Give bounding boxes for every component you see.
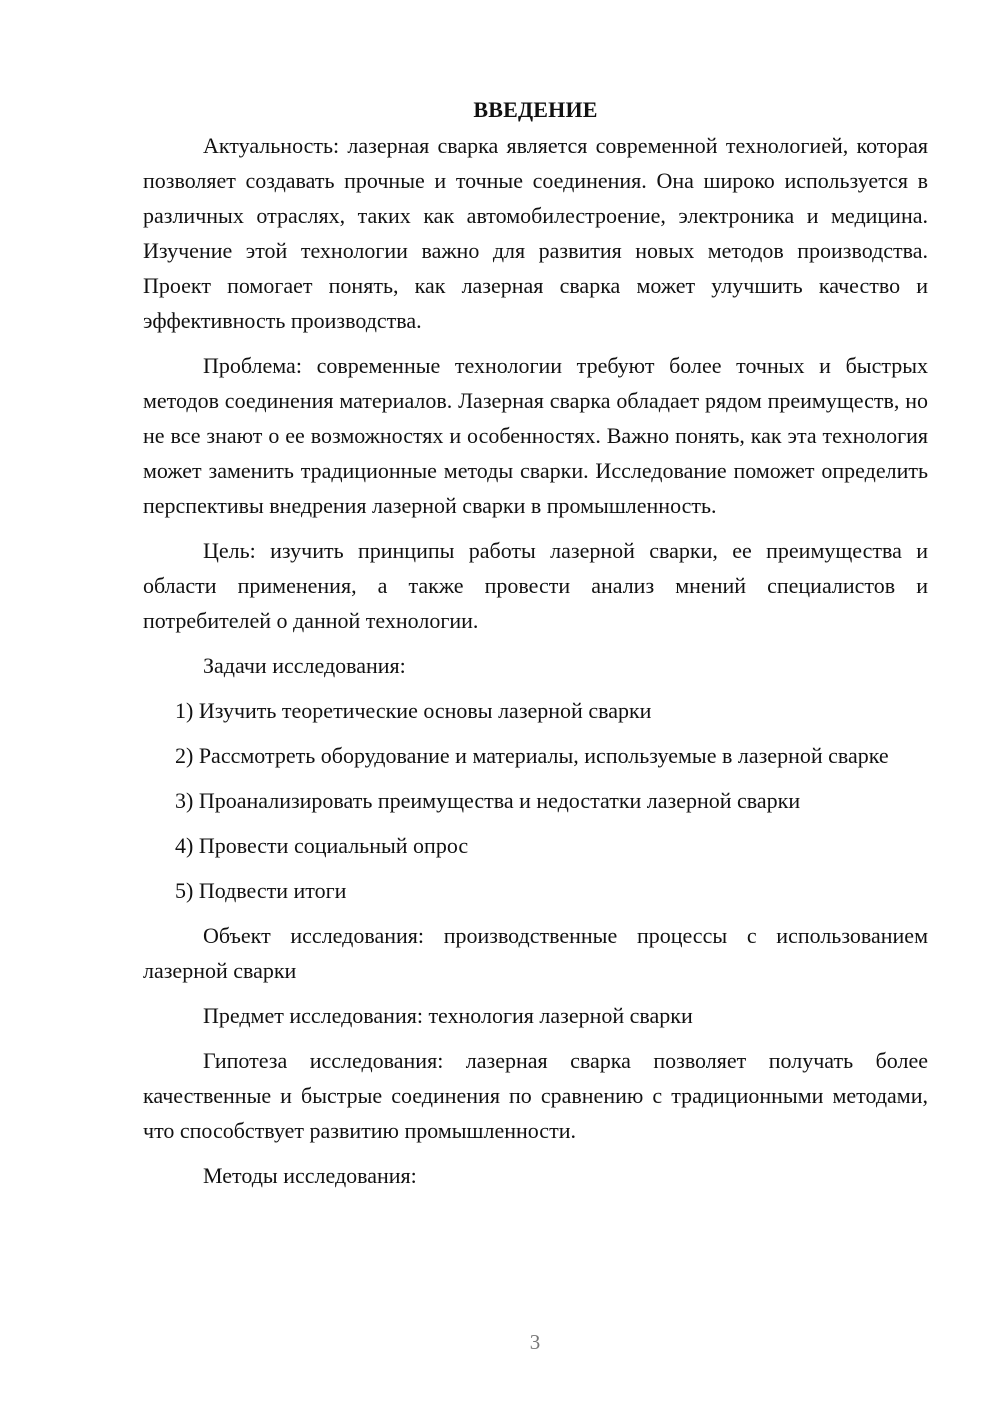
document-page: [143, 92, 928, 1203]
paragraph-problem: Проблема: современные технологии требуют более точных и быстрых методов соединения материалов. Лазерная сварка обладает рядом преимуществ, но не все знают о ее возможностях и особенностях. Важно понять, как эта технология может заменить традиционные методы сварки. Исследование поможет определить перспективы внедрения лазерной сварки в промышленность.: [143, 353, 928, 518]
paragraph-object: Объект исследования: производственные процессы с использованием лазерной сварки: [143, 923, 928, 983]
paragraph-tasks-heading: Задачи исследования:: [203, 653, 406, 678]
paragraph-goal: Цель: изучить принципы работы лазерной сварки, ее преимущества и области применения, а также провести анализ мнений специалистов и потребителей о данной технологии.: [143, 538, 928, 633]
section-title: ВВЕДЕНИЕ: [473, 97, 598, 122]
task-item: 5) Подвести итоги: [175, 878, 347, 903]
task-item: 3) Проанализировать преимущества и недостатки лазерной сварки: [175, 788, 801, 813]
page-number: 3: [529, 1330, 541, 1354]
task-item: 1) Изучить теоретические основы лазерной сварки: [175, 698, 652, 723]
task-item: 4) Провести социальный опрос: [175, 833, 469, 858]
paragraph-hypothesis: Гипотеза исследования: лазерная сварка позволяет получать более качественные и быстрые соединения по сравнению с традиционными методами, что способствует развитию промышленности.: [143, 1048, 928, 1143]
paragraph-methods-heading: Методы исследования:: [203, 1163, 417, 1188]
paragraph-relevance: Актуальность: лазерная сварка является современной технологией, которая позволяет создавать прочные и точные соединения. Она широко используется в различных отраслях, таких как автомобилестроение, электроника и медицина. Изучение этой технологии важно для развития новых методов производства. Проект помогает понять, как лазерная сварка может улучшить качество и эффективность производства.: [143, 133, 928, 333]
paragraph-subject: Предмет исследования: технология лазерной сварки: [203, 1003, 693, 1028]
task-item: 2) Рассмотреть оборудование и материалы, используемые в лазерной сварке: [175, 743, 889, 768]
